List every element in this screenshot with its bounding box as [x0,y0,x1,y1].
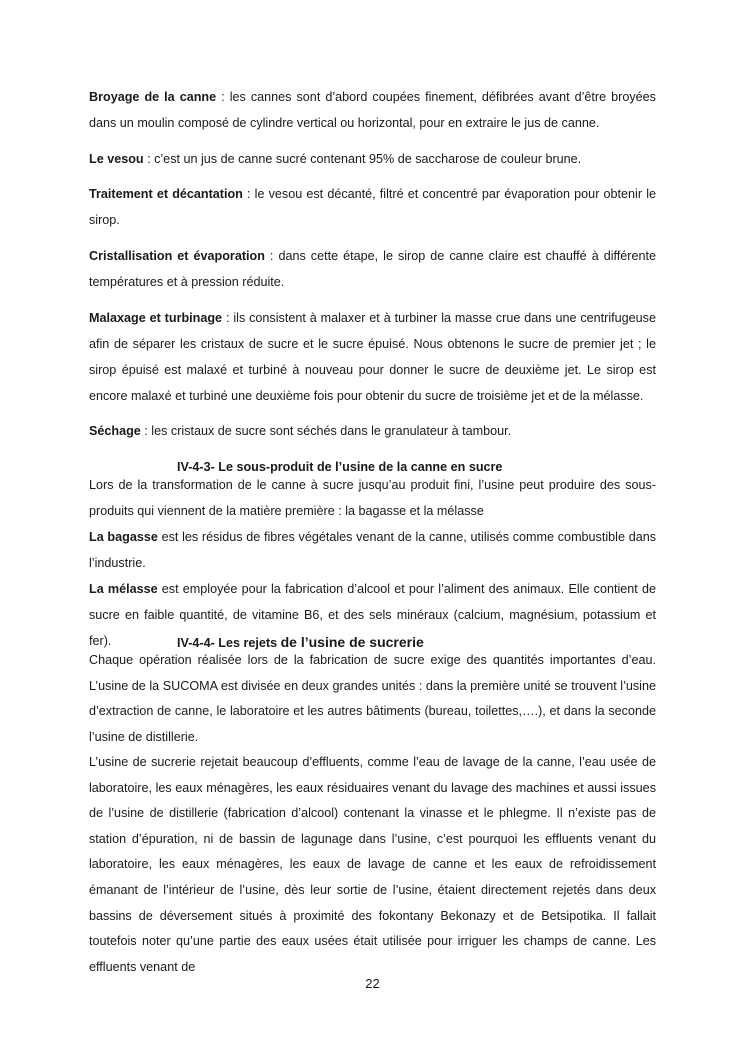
melasse-term: La mélasse [89,582,158,596]
section-444-paragraph-1: Chaque opération réalisée lors de la fabrication de sucre exige des quantités importantes d’eau. L’usine de la SUCOMA est divisée en deux grandes unités : dans la première unité se trouvent l’usine d’extraction de canne, le laboratoire et les autres bâtiments (bureau, toilettes,….), et dans la seconde l’usine de distillerie. [89,653,656,744]
definition-term: Broyage de la canne [89,90,217,104]
definition-text: : le vesou est décanté, filtré et concentré par évaporation pour obtenir le sirop. [89,187,656,227]
melasse-text: est employée pour la fabrication d’alcool et pour l’aliment des animaux. Elle contient de sucre en faible quantité, de vitamine B6, et des sels minéraux (calcium, magnésium, potassium et fer). [89,582,656,648]
definition-term: Malaxage et turbinage [89,311,223,325]
section-443-intro: Lors de la transformation de le canne à sucre jusqu’au produit fini, l’usine peut produire des sous-produits qui viennent de la matière première : la bagasse et la mélasse [89,478,656,518]
definition-term: Traitement et décantation [89,187,243,201]
heading-part: de l’usine de sucrerie [280,634,424,650]
definition-text: : dans cette étape, le sirop de canne claire est chauffé à différente températures et à pression réduite. [89,249,656,289]
definition-vesou [89,146,656,172]
definition-cristallisation [89,243,656,295]
definition-text: : ils consistent à malaxer et à turbiner la masse crue dans une centrifugeuse afin de séparer les cristaux de sucre et le sucre épuisé. Nous obtenons le sucre de premier jet ; le sirop épuisé est malaxé et turbiné à nouveau pour donner le sucre de deuxième jet. Le sirop est encore malaxé et turbiné une deuxième fois pour obtenir du sucre de troisième jet et de la mélasse. [89,311,656,403]
bagasse-text: est les résidus de fibres végétales venant de la canne, utilisés comme combustible dans l’industrie. [89,530,657,570]
bagasse-paragraph [89,524,656,576]
definition-term: Séchage [89,424,141,438]
definition-text: : les cristaux de sucre sont séchés dans le granulateur à tambour. [140,424,512,438]
definition-text: : c’est un jus de canne sucré contenant 95% de saccharose de couleur brune. [143,152,582,166]
bagasse-term: La bagasse [89,530,158,544]
definition-traitement [89,181,656,233]
definition-term: Le vesou [89,152,144,166]
definition-sechage [89,418,656,444]
definition-term: Cristallisation et évaporation [89,249,265,263]
definition-text: : les cannes sont d’abord coupées finement, défibrées avant d’être broyées dans un moulin composé de cylindre vertical ou horizontal, pour en extraire le jus de canne. [89,90,656,130]
section-heading-443: IV-4-3- Le sous-produit de l’usine de la canne en sucre [177,460,503,474]
heading-part: IV-4-4- Les rejets [177,636,281,650]
page-number: 22 [365,976,380,991]
definition-malaxage [89,305,656,409]
section-444-paragraph-2: L’usine de sucrerie rejetait beaucoup d’effluents, comme l’eau de lavage de la canne, l’eau usée de laboratoire, les eaux ménagères, les eaux résiduaires venant du lavage des machines et aussi issues de l’usine de distillerie (fabrication d’alcool) contenant la vinasse et le phlegme. Il n’existe pas de station d’épuration, ni de bassin de lagunage dans l’usine, c’est pourquoi les effluents venant du laboratoire, les eaux ménagères, les eaux de lavage de canne et les eaux de refroidissement émanant de l’intérieur de l’usine, dès leur sortie de l’usine, étaient directement rejetés dans deux bassins de déversement situés à proximité des fokontany Bekonazy et de Betsipotika. Il fallait toutefois noter qu’une partie des eaux usées était utilisée pour irriguer les champs de canne. Les effluents venant de [89,755,656,974]
definition-broyage [89,84,656,136]
